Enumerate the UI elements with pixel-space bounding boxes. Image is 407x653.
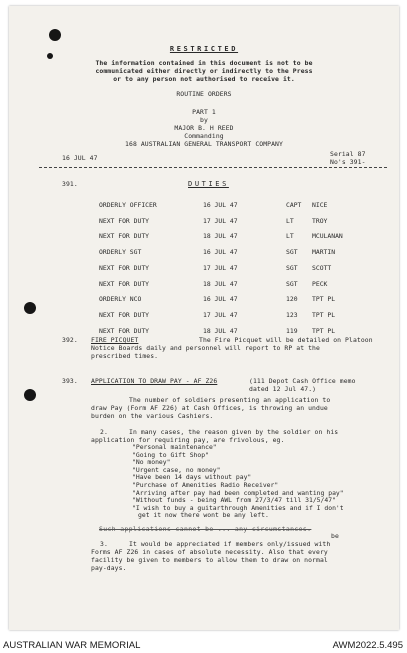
duty-date: 17 JUL 47 <box>203 263 238 272</box>
duty-rank: SGT <box>286 248 298 257</box>
punch-hole <box>24 389 36 401</box>
item-title-suffix: dated 12 Jul 47.) <box>249 385 317 393</box>
notice-line: The information contained in this document is not to be <box>95 59 313 67</box>
duty-row <box>9 280 399 288</box>
reason-item: "Have been 14 days without pay" <box>132 473 252 482</box>
duty-date: 16 JUL 47 <box>203 295 238 304</box>
item-title: FIRE PICQUET <box>91 336 139 344</box>
struck-out-line: Such applications cannot be ... any circumstances. <box>99 525 312 533</box>
reason-item: "No money" <box>132 458 171 467</box>
item-number: 391. <box>62 180 78 188</box>
paragraph-line: In many cases, the reason given by the soldier on his <box>129 428 339 436</box>
unit-name: 168 AUSTRALIAN GENERAL TRANSPORT COMPANY <box>125 140 283 148</box>
duty-rank: SGT <box>286 263 298 272</box>
item-title-suffix: (111 Depot Cash Office memo <box>249 377 356 385</box>
duty-date: 18 JUL 47 <box>203 279 238 288</box>
paragraph-line: pay-days. <box>91 564 127 572</box>
duty-name: TPT PL <box>312 295 336 304</box>
paragraph-line: facility be given to members to allow them to draw on normal <box>91 556 328 564</box>
duty-name: MARTIN <box>312 248 336 257</box>
archive-name: AUSTRALIAN WAR MEMORIAL <box>3 640 141 651</box>
reason-item: "Going to Gift Shop" <box>132 450 209 459</box>
duty-label: NEXT FOR DUTY <box>99 326 150 335</box>
punch-hole <box>49 29 61 41</box>
order-date: 16 JUL 47 <box>62 154 98 162</box>
duty-date: 18 JUL 47 <box>203 232 238 241</box>
reason-item: "Without funds - being AWL from 27/3/47 till 31/5/47" <box>132 496 336 505</box>
paragraph-line: Forms AF Z26 in cases of absolute necessity. Also that every <box>91 548 328 556</box>
duty-row <box>9 201 399 209</box>
paragraph-line: It would be appreciated if members only/issued with <box>129 540 331 548</box>
by-label: by <box>200 116 208 124</box>
duty-row <box>9 295 399 303</box>
duty-name: TPT PL <box>312 310 336 319</box>
divider-line <box>39 167 387 168</box>
duty-label: NEXT FOR DUTY <box>99 263 150 272</box>
duty-rank: LT <box>286 216 294 225</box>
serial-number: Serial 87 <box>330 150 366 158</box>
handwritten-insert: be <box>331 532 339 540</box>
duty-date: 17 JUL 47 <box>203 216 238 225</box>
classification-heading: RESTRICTED <box>169 45 239 53</box>
duty-date: 18 JUL 47 <box>203 326 238 335</box>
paragraph-line: Notice Boards daily and personnel will report to RP at the <box>91 344 320 352</box>
paragraph-line: The number of soldiers presenting an application to <box>129 396 331 404</box>
duty-row <box>9 264 399 272</box>
duty-date: 16 JUL 47 <box>203 248 238 257</box>
reason-item: "I wish to buy a guitarthrough Amenities and if I don't <box>132 503 344 512</box>
duty-label: ORDERLY NCO <box>99 295 142 304</box>
archive-reference: AWM2022.5.495 <box>332 640 403 651</box>
duty-row <box>9 311 399 319</box>
duty-row <box>9 327 399 335</box>
reason-item: "Arriving after pay had been completed and wanting pay" <box>132 488 344 497</box>
reason-item: "Personal maintenance" <box>132 443 217 451</box>
paragraph-number: 2. <box>100 428 108 436</box>
item-number: 393. <box>62 377 78 385</box>
commanding-label: Commanding <box>184 132 224 140</box>
duty-row <box>9 248 399 256</box>
reason-item: "Purchase of Amenities Radio Receiver" <box>132 480 279 489</box>
duty-name: NICE <box>312 201 328 209</box>
duty-date: 16 JUL 47 <box>203 201 238 209</box>
paragraph-line: draw Pay (Form AF Z26) at Cash Offices, is throwing an undue <box>91 404 328 412</box>
duty-label: ORDERLY SGT <box>99 248 142 257</box>
duty-label: ORDERLY OFFICER <box>99 201 157 209</box>
notice-line: communicated either directly or indirectly to the Press <box>95 67 313 75</box>
reasons-list <box>132 444 344 520</box>
duty-row <box>9 217 399 225</box>
duty-rank: 119 <box>286 326 298 335</box>
duty-name: SCOTT <box>312 263 332 272</box>
part-label: PART 1 <box>192 108 216 116</box>
duty-name: TPT PL <box>312 326 336 335</box>
archive-footer <box>0 638 407 653</box>
notice-line: or to any person not authorised to receive it. <box>113 75 295 83</box>
paragraph-line: burden on the various Cashiers. <box>91 412 214 420</box>
order-numbers: No's 391- <box>330 158 366 166</box>
duty-rank: LT <box>286 232 294 241</box>
duty-row <box>9 232 399 240</box>
duty-name: TROY <box>312 216 328 225</box>
duty-rank: CAPT <box>286 201 302 209</box>
duty-label: NEXT FOR DUTY <box>99 216 150 225</box>
duty-label: NEXT FOR DUTY <box>99 310 150 319</box>
item-number: 392. <box>62 336 78 344</box>
duty-rank: 120 <box>286 295 298 304</box>
duty-name: MCULANAN <box>312 232 343 241</box>
paragraph-number: 3. <box>100 540 108 548</box>
duty-rank: SGT <box>286 279 298 288</box>
duty-name: PECK <box>312 279 328 288</box>
reason-item: get it now there wont be any left. <box>138 511 269 520</box>
item-title: APPLICATION TO DRAW PAY - AF Z26 <box>91 377 218 385</box>
paragraph-line: prescribed times. <box>91 352 159 360</box>
paragraph-line: application for requiring pay, are frivolous, eg. <box>91 436 285 444</box>
document-page <box>9 6 399 630</box>
duties-title: DUTIES <box>188 180 229 188</box>
orders-heading: ROUTINE ORDERS <box>176 90 232 98</box>
reason-item: "Urgent case, no money" <box>132 465 221 474</box>
duty-rank: 123 <box>286 310 298 319</box>
duty-label: NEXT FOR DUTY <box>99 232 150 241</box>
author-name: MAJOR B. H REED <box>174 124 234 132</box>
duty-label: NEXT FOR DUTY <box>99 279 150 288</box>
duty-date: 17 JUL 47 <box>203 310 238 319</box>
paragraph-line: The Fire Picquet will be detailed on Platoon <box>199 336 373 344</box>
